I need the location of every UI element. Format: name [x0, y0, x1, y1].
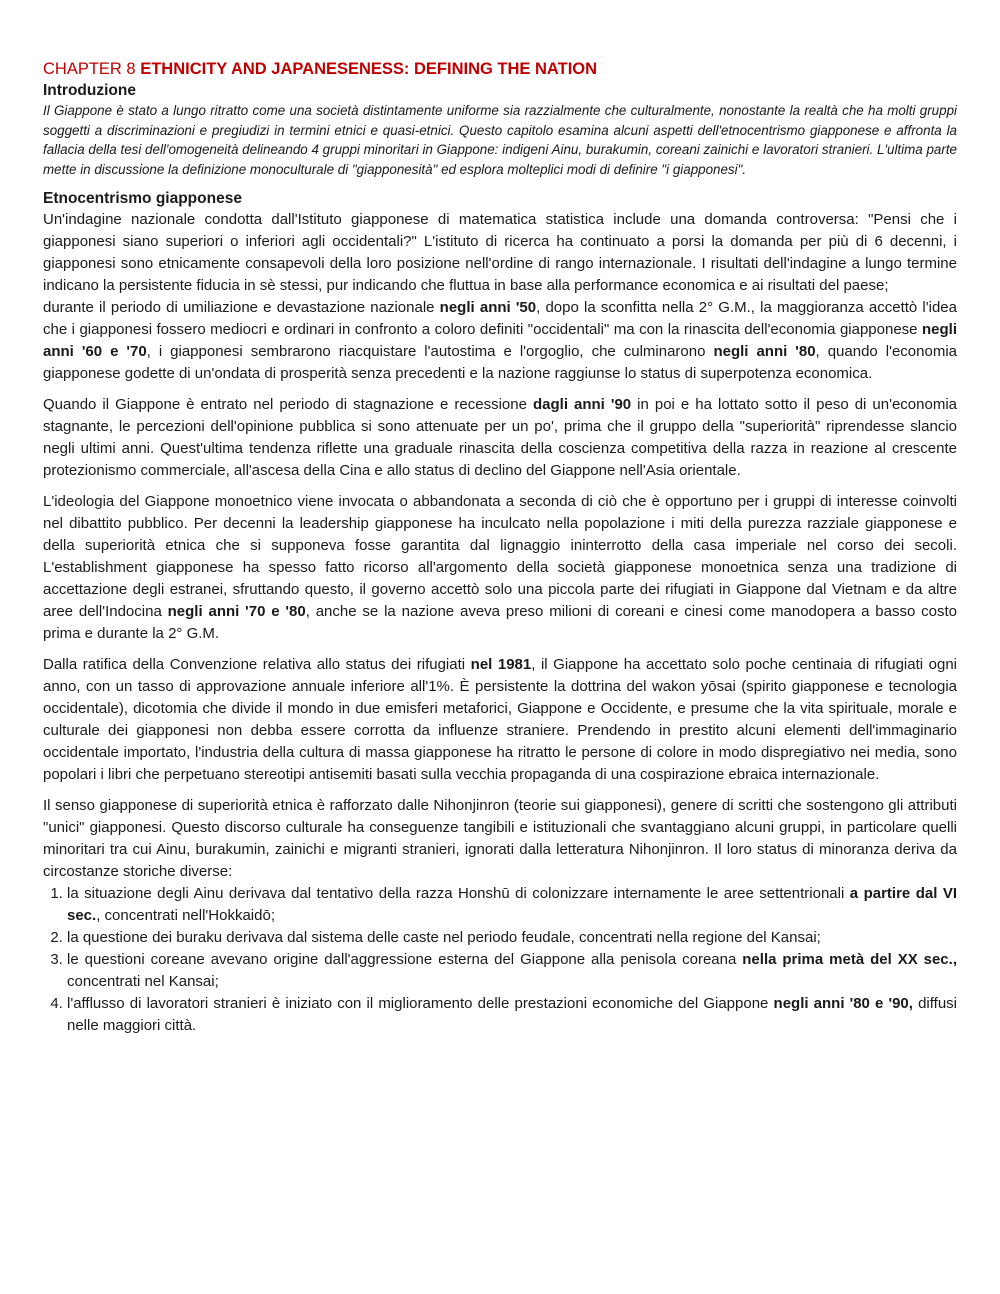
list-item: 2. la questione dei buraku derivava dal sistema delle caste nel periodo feudale, concentrati nella regione del Kansai;: [67, 927, 957, 949]
intro-heading: Introduzione: [43, 82, 136, 99]
chapter-title-text: ETHNICITY AND JAPANESENESS: DEFINING THE NATION: [140, 60, 598, 78]
minority-list: [43, 883, 957, 1037]
list-item: 4. l'afflusso di lavoratori stranieri è iniziato con il miglioramento delle prestazioni economiche del Giappone negli anni '80 e '90, diffusi nelle maggiori città.: [67, 993, 957, 1037]
list-item: 3. le questioni coreane avevano origine dall'aggressione esterna del Giappone alla penisola coreana nella prima metà del XX sec., concentrati nel Kansai;: [67, 949, 957, 993]
list-item: 1. la situazione degli Ainu derivava dal tentativo della razza Honshū di colonizzare internamente le aree settentrionali a partire dal VI sec., concentrati nell'Hokkaidō;: [67, 883, 957, 927]
paragraph-6: Il senso giapponese di superiorità etnica è rafforzato dalle Nihonjinron (teorie sui giapponesi), genere di scritti che sostengono gli attributi "unici" giapponesi. Questo discorso culturale ha conseguenze tangibili e istituzionali che svantaggiano alcuni gruppi, in particolare quelli minoritari tra cui Ainu, burakumin, zainichi e migranti stranieri, ignorati dalla letteratura Nihonjinron. Il loro status di minoranza deriva da circostanze storiche diverse:: [43, 797, 957, 881]
paragraph-1: Un'indagine nazionale condotta dall'Istituto giapponese di matematica statistica include una domanda controversa: "Pensi che i giapponesi siano superiori o inferiori agli occidentali?" L'istituto di ricerca ha continuato a porsi la domanda per più di 6 decenni, i giapponesi sono etnicamente consapevoli della loro posizione nell'ordine di rango internazionale. I risultati dell'indagine a lungo termine indicano la persistente fiducia in sè stessi, pur indicando che fluttua in base alla performance economica e ai risultati del paese;: [43, 211, 957, 295]
section-heading: Etnocentrismo giapponese: [43, 190, 242, 208]
intro-paragraph: Il Giappone è stato a lungo ritratto come una società distintamente uniforme sia razzialmente che culturalmente, nonostante la realtà che ha molti gruppi soggetti a discriminazioni e pregiudizi in termini etnici e quasi-etnici. Questo capitolo esamina alcuni aspetti dell'etnocentrismo giapponese e affronta la fallacia della tesi dell'omogeneità delineando 4 gruppi minoritari in Giappone: indigeni Ainu, burakumin, coreani zainichi e lavoratori stranieri. L'ultima parte mette in discussione la definizione monoculturale di "giapponesità" ed esplora molteplici modi di definire "i giapponesi".: [43, 103, 957, 177]
paragraph-2: durante il periodo di umiliazione e devastazione nazionale negli anni '50, dopo la sconfitta nella 2° G.M., la maggioranza accettò l'idea che i giapponesi fossero mediocri e ordinari in confronto a coloro definiti "occidentali" ma con la rinascita dell'economia giapponese negli anni '60 e '70, i giapponesi sembrarono riacquistare l'autostima e l'orgoglio, che culminarono negli anni '80, quando l'economia giapponese godette di un'ondata di prosperità senza precedenti e la nazione raggiunse lo status di superpotenza economica.: [43, 299, 957, 383]
paragraph-3: Quando il Giappone è entrato nel periodo di stagnazione e recessione dagli anni '90 in poi e ha lottato sotto il peso di un'economia stagnante, le percezioni dell'opinione pubblica si sono attenuate per un po', prima che il gruppo della "superiorità" riprendesse slancio negli ultimi anni. Quest'ultima tendenza riflette una graduale rinascita della coscienza competitiva della razza in reazione al crescente protezionismo commerciale, all'ascesa della Cina e allo status di declino del Giappone nell'Asia orientale.: [43, 396, 957, 480]
chapter-title: [43, 58, 957, 80]
paragraph-4: L'ideologia del Giappone monoetnico viene invocata o abbandonata a seconda di ciò che è opportuno per i gruppi di interesse coinvolti nel dibattito pubblico. Per decenni la leadership giapponese ha inculcato nella popolazione i miti della purezza razziale giapponese e della superiorità etnica che si supponeva fosse garantita dal lignaggio ininterrotto della casa imperiale nel corso dei secoli. L'establishment giapponese ha spesso fatto ricorso all'argomento della società giapponese monoetnica senza una tradizione di accettazione degli estranei, sfruttando questo, il governo accettò solo una piccola parte dei rifugiati in Giappone dal Vietnam e da altre aree dell'Indocina negli anni '70 e '80, anche se la nazione aveva preso milioni di coreani e cinesi come manodopera a basso costo prima e durante la 2° G.M.: [43, 493, 957, 643]
chapter-prefix: CHAPTER 8: [43, 60, 141, 78]
document-page: [43, 58, 957, 1037]
paragraph-5: Dalla ratifica della Convenzione relativa allo status dei rifugiati nel 1981, il Giappone ha accettato solo poche centinaia di rifugiati ogni anno, con un tasso di approvazione annuale inferiore all'1%. È persistente la dottrina del wakon yōsai (spirito giapponese e tecnologia occidentale), dicotomia che divide il mondo in due emisferi metaforici, Giappone e Occidente, e presume che la vita spirituale, morale e culturale dei giapponesi non debba essere corrotta da influenze straniere. Prendendo in prestito alcuni elementi dell'immaginario occidentale importato, l'industria della cultura di massa giapponese ha ritratto le persone di colore in modo dispregiativo nei media, sono popolari i libri che perpetuano stereotipi antisemiti basati sulla vecchia propaganda di una cospirazione ebraica internazionale.: [43, 656, 957, 784]
